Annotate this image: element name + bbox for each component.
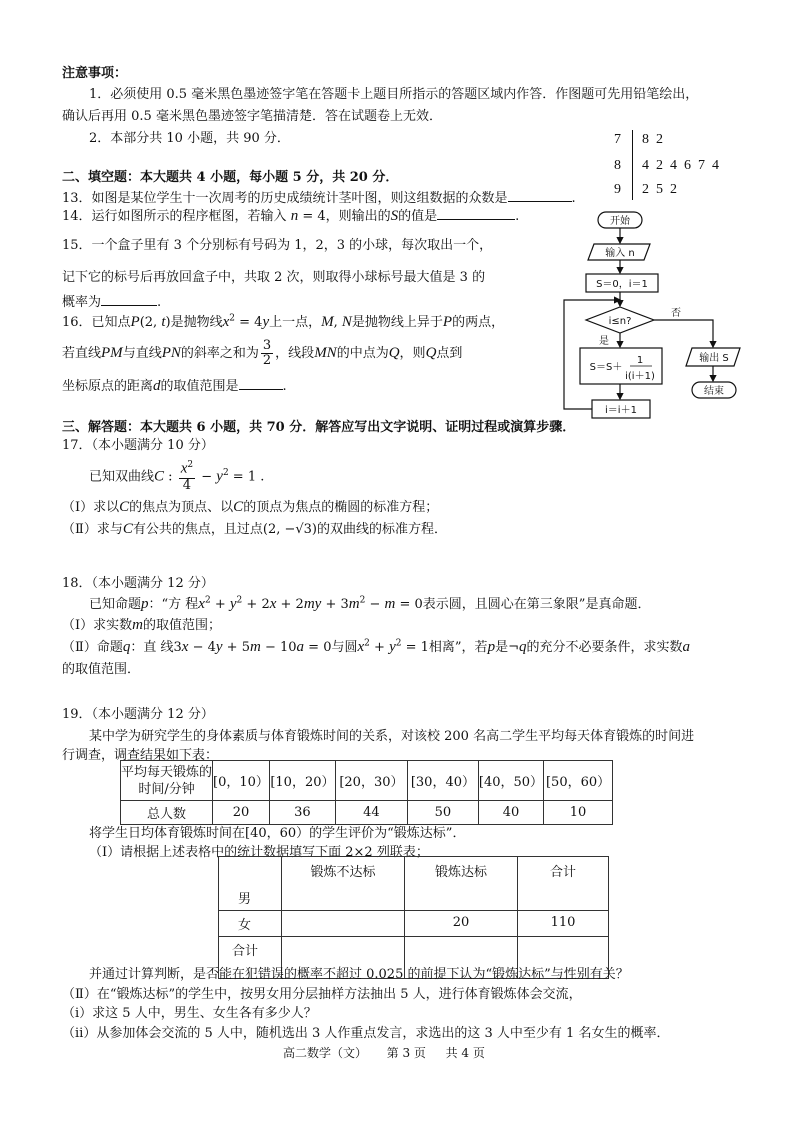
table-count: 10 [544,801,613,825]
q19-para2: 行调查，调查结果如下表： [62,748,219,763]
notice-title: 注意事项： [62,66,128,81]
q14-text-a: 14．运行如图所示的程序框图，若输入 [62,209,287,224]
leaves-8: 4 2 4 6 7 4 [642,158,719,173]
table-interval: [30，40） [407,761,478,801]
flow-init-label: S＝0，i＝1 [596,279,648,290]
exercise-time-table [120,760,613,825]
contingency-row-male: 男 [238,892,252,907]
q14: 14．运行如图所示的程序框图，若输入 n = 4，则输出的S的值是 . [62,208,520,224]
footer-total-pages: 共 4 页 [445,1046,485,1060]
table-count: 50 [407,801,478,825]
contingency-row-female: 女 [238,918,252,933]
q19-part1: （Ⅰ）请根据上述表格中的统计数据填写下面 2×2 列联表； [89,845,429,860]
q18-part2-cont: 的取值范围． [62,662,141,677]
stem-leaf-plot [612,130,752,202]
contingency-row-total: 合计 [232,944,259,959]
q16-text-a1: 16．已知点 [62,315,131,330]
contingency-table [218,856,609,979]
page-footer [283,1044,485,1061]
flow-yes-label: 是 [599,336,609,347]
q16-text-b6: ，则 [399,346,426,361]
q14-text-c: 的值是 [398,209,438,224]
q16-text-c1: 坐标原点的距离 [62,379,154,394]
q18-part2-b: ：直 线 [130,640,174,655]
q17-part2-a: （Ⅱ）求与 [62,522,123,537]
footer-page-number: 第 3 页 [386,1046,426,1060]
flow-update-denominator: i(i＋1) [625,371,655,382]
q19-part2: （Ⅱ）在“锻炼达标”的学生中，按男女用分层抽样方法抽出 5 人，进行体育锻炼体会交流， [62,987,582,1002]
contingency-header: 合计 [518,857,609,911]
section3-header: 三、解答题：本大题共 6 小题，共 70 分．解答应写出文字说明、证明过程或演算步骤． [62,420,576,435]
q19-part2-ii: （ⅱ）从参加体会交流的 5 人中，随机选出 3 人作重点发言，求选出的这 3 人中至少有 1 名女生的概率． [62,1026,670,1041]
q16-line2: 若直线PM与直线PN的斜率之和为 $\frac{3}{2}$ ，线段MN的中点为Q，则Q点到 [62,338,463,368]
q14-blank [437,207,515,220]
q17-part2: （Ⅱ）求与C有公共的焦点，且过点(2, −√3)的双曲线的标准方程． [62,521,448,537]
fraction-3-2: $\frac{3}{2}$ [262,338,272,368]
table-count: 40 [478,801,543,825]
contingency-cell: 20 [405,911,518,937]
table-interval: [20，30） [335,761,407,801]
leaves-7: 8 2 [642,132,663,147]
stem-9: 9 [614,182,621,197]
stem-8: 8 [614,158,621,173]
contingency-header: 锻炼不达标 [282,857,405,911]
q16-text-a2: 是抛物线 [170,315,223,330]
q16-text-a4: 是抛物线上异于 [351,315,443,330]
section2-header: 二、填空题：本大题共 4 小题，每小题 5 分，共 20 分． [62,170,399,185]
q15-blank [101,293,157,306]
contingency-cell: 110 [518,911,609,937]
table-header-time-2: 时间/分钟 [138,781,195,797]
q15-line2: 记下它的标号后再放回盒子中，共取 2 次，则取得小球标号最大值是 3 的 [62,270,486,285]
q17-part1-c: 的顶点为焦点的椭圆的标准方程； [243,500,439,515]
contingency-header: 锻炼达标 [405,857,518,911]
notice-line1-cont: 确认后再用 0.5 毫米黑色墨迹签字笔描清楚．答在试题卷上无效． [62,109,442,124]
q17-given-text: 已知双曲线 [89,469,155,485]
q18-part2-c: 与圆 [331,640,358,655]
q16-text-b1: 若直线 [62,346,102,361]
footer-subject: 高二数学（文） [283,1046,368,1060]
q13-text: 13．如图是某位学生十一次周考的历史成绩统计茎叶图，则这组数据的众数是 [62,191,508,206]
q17-part2-c: 的双曲线的标准方程． [317,522,448,537]
table-count: 36 [269,801,335,825]
stem-7: 7 [614,132,621,147]
table-interval: [10，20） [269,761,335,801]
flow-input-label: 输入 n [605,248,635,259]
q18-part2-d: 相离”，若 [428,640,488,655]
flow-increment-label: i＝i＋1 [605,405,637,416]
q18-part2-e: 是 [495,640,509,655]
q18-part2-f: 的充分不必要条件，求实数 [526,640,683,655]
q15-line3: 概率为 . [62,295,162,310]
notice-line1: 1．必须使用 0.5 毫米黑色墨迹签字笔在答题卡上题目所指示的答题区域内作答．作图题可先用铅笔绘出， [89,87,699,102]
q18-part2: （Ⅱ）命题q：直 线3x − 4y + 5m − 10a = 0与圆$x^2 + y^2 = 1$相离”，若p是¬q的充分不必要条件，求实数a [62,638,690,655]
flow-update-numerator: 1 [636,355,644,366]
table-header-time-1: 平均每天锻炼的 [121,764,213,780]
q18-given-c: 表示圆，且圆心在第三象限”是真命题． [422,597,651,612]
q16-text-b3: 的斜率之和为 [180,346,259,361]
table-interval: [50，60） [544,761,613,801]
table-count: 20 [213,801,270,825]
flow-end-label: 结束 [704,386,724,397]
q14-text-b: ，则输出的 [325,209,391,224]
q18-given: 已知命题p：“方 程$x^2 + y^2 + 2x + 2my + 3m^2 - m = 0$表示圆，且圆心在第三象限”是真命题． [89,595,651,612]
table-header-time [121,761,213,801]
q15-line1: 15．一个盒子里有 3 个分别标有号码为 1，2，3 的小球，每次取出一个， [62,238,493,253]
q18-part1-a: （Ⅰ）求实数 [62,618,133,633]
q17-part1: （Ⅰ）求以C的焦点为顶点、以C的顶点为焦点的椭圆的标准方程； [62,499,439,515]
q18-given-a: 已知命题 [89,597,142,612]
q19-para1: 某中学为研究学生的身体素质与体育锻炼时间的关系，对该校 200 名高二学生平均每天体育锻炼的时间进 [89,729,695,744]
q17-part2-b: 有公共的焦点，且过点 [132,522,263,537]
q18-title: 18．（本小题满分 12 分） [62,576,214,591]
q16-text-b4: ，线段 [275,346,315,361]
q13-blank [508,189,572,202]
q15-text-c: 概率为 [62,295,102,310]
q16-text-b2: 与直线 [122,346,162,361]
notice-line2: 2．本部分共 10 小题，共 90 分． [89,131,290,146]
flow-output-label: 输出 S [699,353,729,364]
q16-text-a5: 的两点， [452,315,505,330]
flow-no-label: 否 [671,308,681,319]
stem-leaf-divider [632,130,633,200]
q19-part2-i: （ⅰ）求这 5 人中，男生、女生各有多少人？ [62,1006,317,1021]
q18-part2-a: （Ⅱ）命题 [62,640,123,655]
table-row-total-label: 总人数 [121,801,213,825]
q16-text-a3: 上一点， [269,315,322,330]
q16-line1: 16．已知点P(2, t)是抛物线$x^2 = 4y$上一点，M, N是抛物线上异于P的两点， [62,313,505,330]
flow-start-label: 开始 [610,216,630,227]
q18-part1: （Ⅰ）求实数m的取值范围； [62,617,221,633]
q13: 13．如图是某位学生十一次周考的历史成绩统计茎叶图，则这组数据的众数是 . [62,191,576,206]
q16-text-b5: 的中点为 [336,346,389,361]
q17-part1-a: （Ⅰ）求以 [62,500,120,515]
program-flowchart [558,208,780,424]
q16-line3: 坐标原点的距离d的取值范围是 . [62,378,287,394]
table-count: 44 [335,801,407,825]
table-interval: [40，50） [478,761,543,801]
q16-text-c2: 的取值范围是 [160,379,239,394]
q17-title: 17．（本小题满分 10 分） [62,438,214,453]
q17-part1-b: 的焦点为顶点、以 [129,500,234,515]
q19-title: 19．（本小题满分 12 分） [62,707,214,722]
q17-given: 已知双曲线C : $\frac{x^2}{4}$ − $y^2 = 1$ . [89,460,265,493]
q16-blank [239,377,283,390]
q19-judge: 并通过计算判断，是否能在犯错误的概率不超过 0.025 的前提下认为“锻炼达标”与性别有关？ [89,967,629,982]
q19-definition: 将学生日均体育锻炼时间在[40，60）的学生评价为“锻炼达标”． [89,826,466,841]
q18-part1-b: 的取值范围； [142,618,221,633]
q18-given-b: ：“方 程 [148,597,199,612]
q16-text-b7: 点到 [436,346,463,361]
contingency-cell [282,911,405,937]
flow-condition-label: i≤n? [608,316,632,327]
leaves-9: 2 5 2 [642,182,677,197]
flow-update-label: S＝S＋ [589,362,623,373]
table-interval: [0，10） [213,761,270,801]
